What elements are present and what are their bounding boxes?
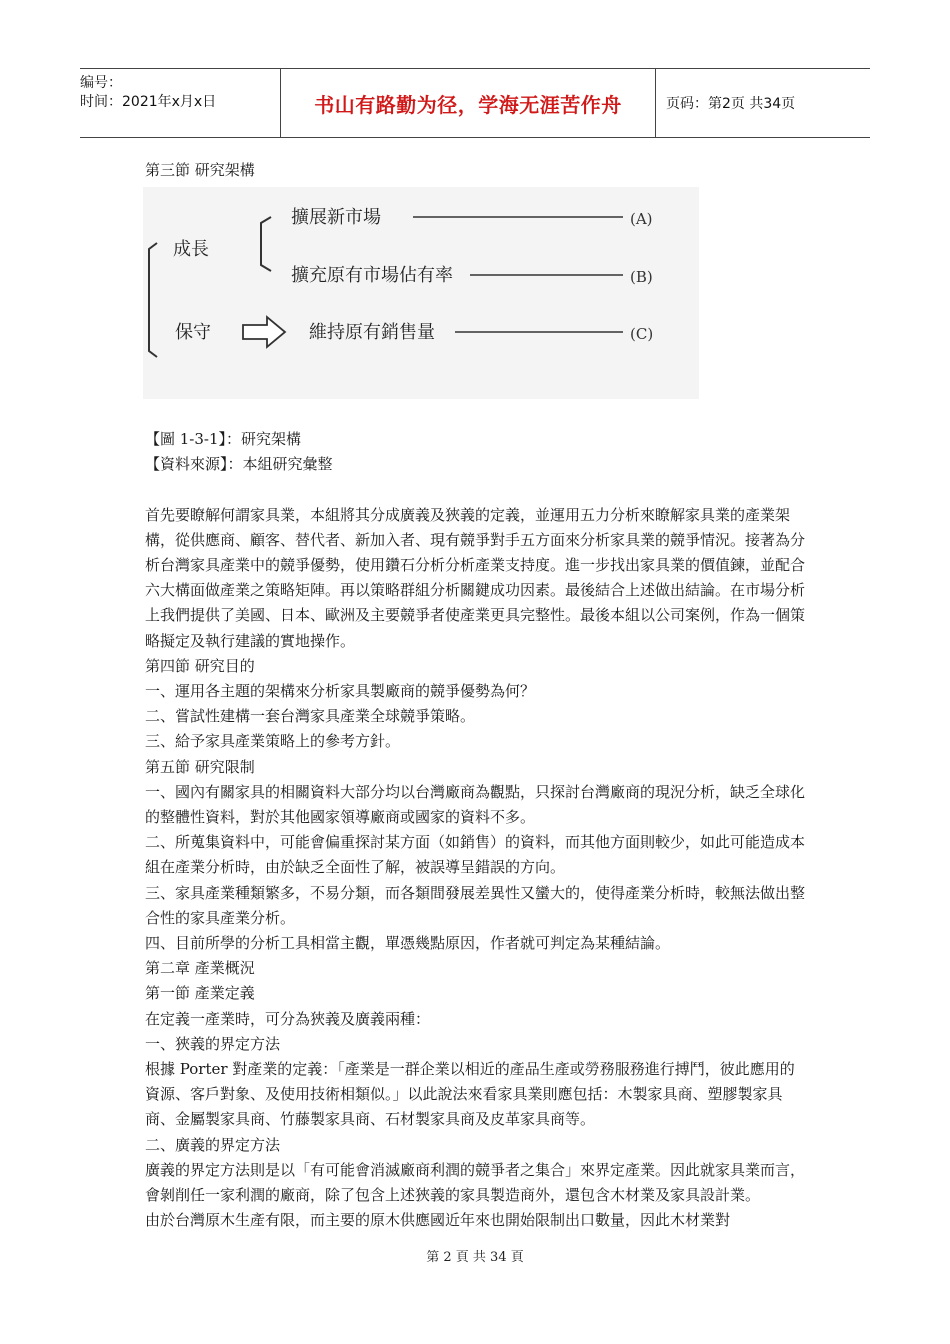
label-a: (A) xyxy=(630,210,653,229)
growth-label: 成長 xyxy=(173,239,209,261)
diagram-lines xyxy=(143,187,699,399)
doc-number-label: 编号： xyxy=(80,75,122,91)
doc-time-label: 时间：2021年x月x日 xyxy=(80,94,217,110)
paragraph: 二、嘗試性建構一套台灣家具產業全球競爭策略。 xyxy=(145,707,476,726)
paragraph: 由於台灣原木生產有限，而主要的原木供應國近年來也開始限制出口數量，因此木材業對 xyxy=(145,1211,731,1230)
outer-brace xyxy=(149,243,157,357)
paragraph: 二、所蒐集資料中，可能會偏重探討某方面（如銷售）的資料，而其他方面則較少，如此可能造成本組在產業分析時，由於缺乏全面性了解，被誤導呈錯誤的方向。 xyxy=(145,833,806,877)
spacer xyxy=(145,478,809,503)
maintain-sales-label: 維持原有銷售量 xyxy=(309,322,435,344)
paragraph: 第一節 產業定義 xyxy=(145,984,255,1003)
paragraph: 廣義的界定方法則是以「有可能會消滅廠商利潤的競爭者之集合」來界定產業。因此就家具業而言，會剝削任一家利潤的廠商，除了包含上述狹義的家具製造商外，還包含木材業及家具設計業。 xyxy=(145,1160,806,1205)
figure-caption: 【圖 1-3-1】：研究架構 xyxy=(145,430,302,449)
paragraph: 首先要瞭解何謂家具業，本組將其分成廣義及狹義的定義，並運用五力分析來瞭解家具業的產業架構，從供應商、顧客、替代者、新加入者、現有競爭對手五方面來分析家具業的競爭情況。接著為分析台灣家具產業中的競爭優勢，使用鑽石分析分析產業支持度。進一步找出家具業的價值鍊，並配合六大構面做產業之策略矩陣。再以策略群組分析關鍵成功因素。最後結合上述做出結論。在市場分析上我們提供了美國、日本、歐洲及主要競爭者使產業更具完整性。最後本組以公司案例，作為一個策略擬定及執行建議的實地操作。 xyxy=(145,505,806,650)
paragraph: 第二章 產業概況 xyxy=(145,959,255,978)
paragraph: 第四節 研究目的 xyxy=(145,656,255,675)
label-c: (C) xyxy=(630,325,654,344)
section-title: 第三節 研究架構 xyxy=(145,161,255,179)
inner-brace xyxy=(261,217,271,271)
paragraph: 一、運用各主題的架構來分析家具製廠商的競爭優勢為何？ xyxy=(145,682,536,701)
paragraph: 三、給予家具產業策略上的參考方針。 xyxy=(145,732,401,751)
paragraph: 三、家具產業種類繁多，不易分類，而各類間發展差異性又蠻大的，使得產業分析時，較無法做出整合性的家具產業分析。 xyxy=(145,883,806,927)
source-caption: 【資料來源】：本組研究彙整 xyxy=(145,455,333,474)
paragraph: 第五節 研究限制 xyxy=(145,757,255,776)
research-framework-diagram xyxy=(143,187,699,399)
hollow-arrow xyxy=(243,317,285,347)
paragraph: 一、狹義的界定方法 xyxy=(145,1034,281,1053)
paragraph: 二、廣義的界定方法 xyxy=(145,1135,281,1154)
page-footer: 第 2 頁 共 34 頁 xyxy=(426,1250,524,1265)
document-body xyxy=(145,158,809,1234)
paragraph: 在定義一產業時，可分為狹義及廣義兩種： xyxy=(145,1009,431,1028)
page-header xyxy=(80,68,870,138)
header-page-info: 页码：第2页 共34页 xyxy=(666,96,796,112)
market-share-label: 擴充原有市場佔有率 xyxy=(291,265,453,287)
paragraph: 一、國內有關家具的相關資料大部分均以台灣廠商為觀點，只探討台灣廠商的現況分析，缺乏全球化的整體性資料，對於其他國家領導廠商或國家的資料不多。 xyxy=(145,782,806,827)
header-meta xyxy=(80,69,280,137)
header-motto: 书山有路勤为径，学海无涯苦作舟 xyxy=(280,69,656,137)
conserve-label: 保守 xyxy=(175,322,211,344)
paragraph: 根據 Porter 對產業的定義：「產業是一群企業以相近的產品生產或勞務服務進行搏鬥，彼此應用的資源、客戶對象、及使用技術相類似。」以此說法來看家具業則應包括：木製家具商、塑膠製家具商、金屬製家具商、竹藤製家具商、石材製家具商及皮革家具商等。 xyxy=(145,1060,795,1129)
expand-market-label: 擴展新市場 xyxy=(291,207,381,229)
label-b: (B) xyxy=(630,268,653,287)
paragraph: 四、目前所學的分析工具相當主觀，單憑幾點原因，作者就可判定為某種結論。 xyxy=(145,934,671,953)
